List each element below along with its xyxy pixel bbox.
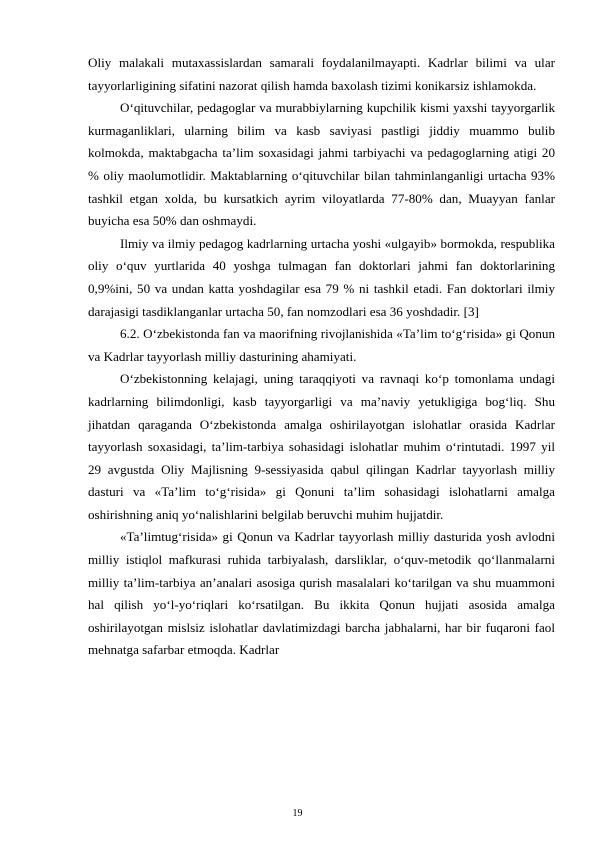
paragraph-3: Ilmiy va ilmiy pedagog kadrlarning urtacha yoshi «ulgayib» bormokda, respublika oliy o‘quv yurtlarida 40 yoshga tulmagan fan doktorlari jahmi fan doktorlarining 0,9%ini, 50 va undan katta yoshdagilar esa 79 % ni tashkil etadi. Fan doktorlari ilmiy darajasigi tasdiklanganlar urtacha 50, fan nomzodlari esa 36 yoshdadir. [3] <box>88 235 555 319</box>
paragraph-5: «Ta’limtug‘risida» gi Qonun va Kadrlar tayyorlash milliy dasturida yosh avlodni milliy istiqlol mafkurasi ruhida tarbiyalash, darsliklar, o‘quv-metodik qo‘llanmalarni milliy ta’lim-tarbiya an’analari asosiga qurish masalalari ko‘tarilgan va shu muammoni hal qilish yo‘l-yo‘riqlari ko‘rsatilgan. Bu ikkita Qonun hujjati asosida amalga oshirilayotgan mislsiz islohatlar davlatimizdagi barcha jabhalarni, har bir fuqaroni faol mehnatga safarbar etmoqda. Kadrlar <box>88 529 555 658</box>
document-page <box>88 52 555 662</box>
paragraph-2: O‘qituvchilar, pedagoglar va murabbiylarning kupchilik kismi yaxshi tayyorgarlik kurmaganliklari, ularning bilim va kasb saviyasi pastligi jiddiy muammo bulib kolmokda, maktabgacha ta’lim soxasidagi jahmi tarbiyachi va pedagoglarning atigi 20 % oliy maolumotlidir. Maktablarning o‘qituvchilar bilan tahminlanganligi urtacha 93% tashkil etgan xolda, bu kursatkich ayrim viloyatlarda 77-80% dan, Muayyan fanlar buyicha esa 50% dan oshmaydi. <box>88 100 555 229</box>
section-heading-6-2: 6.2. O‘zbekistonda fan va maorifning rivojlanishida «Ta’lim to‘g‘risida» gi Qonun va Kadrlar tayyorlash milliy dasturining ahamiyati. <box>88 326 555 364</box>
page-number: 19 <box>292 808 303 819</box>
paragraph-4: O‘zbekistonning kelajagi, uning taraqqiyoti va ravnaqi ko‘p tomonlama undagi kadrlarning bilimdonligi, kasb tayyorgarligi va ma’naviy yetukligiga bog‘liq. Shu jihatdan qaraganda O‘zbekistonda amalga oshirilayotgan islohatlar orasida Kadrlar tayyorlash soxasidagi, ta’lim-tarbiya sohasidagi islohatlar muhim o‘rintutadi. 1997 yil 29 avgustda Oliy Majlisning 9-sessiyasida qabul qilingan Kadrlar tayyorlash milliy dasturi va «Ta’lim to‘g‘risida» gi Qonuni ta’lim sohasidagi islohatlarni amalga oshirishning aniq yo‘nalishlarini belgilab beruvchi muhim hujjatdir. <box>88 371 555 522</box>
paragraph-1: Oliy malakali mutaxassislardan samarali foydalanilmayapti. Kadrlar bilimi va ular tayyorlarligining sifatini nazorat qilish hamda baxolash tizimi konikarsiz ishlamokda. <box>88 55 555 93</box>
